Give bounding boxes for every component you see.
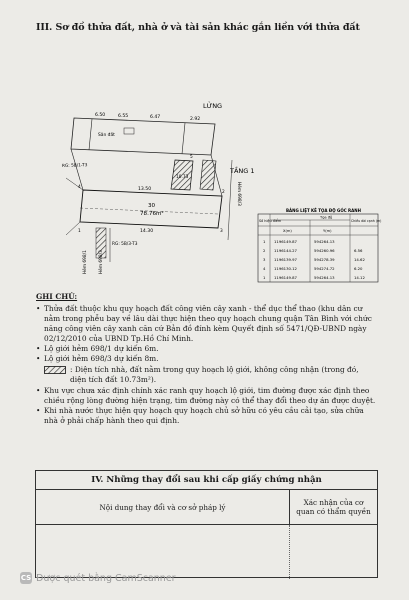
watermark-text: Được quét bằng CamScanner	[36, 572, 176, 584]
coords-cell-y: 594260.96	[314, 248, 335, 253]
notes-heading: GHI CHÚ:	[36, 292, 78, 301]
coords-cell-y: 594264.13	[314, 239, 335, 244]
coords-cell-point: 1	[263, 275, 266, 280]
note-item-1: • Thửa đất thuộc khu quy hoạch đất công viên cây xanh - thể dục thể thao (khu dân cư nằm trong phễu bay về lâu dài thực hiện theo quy hoạch chung quận Tân Bình với chức năng công viên cây xanh căn cứ Bản đồ đính kèm Quyết định số 5471/QĐ-UBND ngày 02/12/2010 của UBND Tp.Hồ Chí Minh.	[36, 304, 372, 343]
camscanner-icon: CS	[20, 574, 32, 582]
coords-cell-point: 3	[263, 257, 266, 262]
road-left-2: RG: 5B/3-T3	[112, 242, 138, 247]
upper-parcel-mark	[124, 128, 134, 134]
dim-top-3: 2.92	[190, 117, 201, 122]
coords-cell-x: 1196130.12	[274, 266, 297, 271]
coords-cell-y: 594274.72	[314, 266, 335, 271]
coords-cell-point: 4	[263, 266, 266, 271]
coords-header-point: Số hiệu điểm	[259, 219, 282, 223]
note-item-2: • Lộ giới hẻm 698/1 dự kiến 6m.	[36, 344, 159, 353]
coords-header-group: Tọa độ	[320, 215, 333, 220]
section4-table	[35, 470, 378, 578]
note-hatch-legend: : Diện tích nhà, đất nằm trong quy hoạch lộ giới, không công nhận (trong đó, diện tích đất 10.73m²).	[36, 365, 376, 385]
corner-num-5: 5	[190, 155, 193, 160]
dim-mid: 13.50	[138, 187, 152, 192]
side-label: Sân đất	[98, 133, 115, 138]
coords-cell-x: 1196149.87	[274, 239, 297, 244]
coords-table-title: BẢNG LIỆT KÊ TỌA ĐỘ GÓC RANH	[286, 208, 361, 213]
plan-connector-left	[71, 149, 83, 190]
corner-num-2: 2	[222, 190, 225, 195]
main-plot-no: 30	[148, 203, 156, 209]
notes-section	[36, 292, 376, 426]
coords-cell-point: 2	[263, 248, 266, 253]
label-tang1: TẦNG 1	[230, 167, 255, 175]
main-plot-area: 78.76m²	[140, 211, 164, 217]
section4-title: IV. Những thay đổi sau khi cấp giấy chứng nhận	[36, 471, 377, 490]
coords-header-x: X(m)	[283, 229, 292, 233]
corner-num-1: 1	[78, 229, 81, 234]
note-item-5: • Khi nhà nước thực hiện quy hoạch quy hoạch chủ sở hữu có yêu cầu cải tạo, sửa chữa nhà ở phải chấp hành theo qui định.	[36, 406, 364, 425]
hatch-legend-icon	[44, 366, 66, 374]
corner-num-4: 4	[78, 185, 81, 190]
camscanner-watermark	[20, 569, 176, 587]
dim-top-2: 6.47	[150, 115, 161, 120]
section4-col1: Nội dung thay đổi và cơ sở pháp lý	[36, 490, 290, 524]
coords-cell-len: 6.20	[354, 266, 363, 271]
hatch-label: 10.73	[176, 175, 189, 180]
dim-bottom: 14.30	[140, 229, 154, 234]
note-item-3: • Lộ giới hẻm 698/3 dự kiến 8m.	[36, 354, 159, 363]
coords-cell-x: 1196144.27	[274, 248, 297, 253]
coords-cell-y: 594278.39	[314, 257, 335, 262]
coords-cell-len: 6.56	[354, 248, 363, 253]
coords-header-y: Y(m)	[323, 229, 332, 233]
section3-title: III. Sơ đồ thửa đất, nhà ở và tài sản khác gắn liền với thửa đất	[36, 22, 360, 33]
coords-header-len: Chiều dài cạnh (m)	[351, 219, 382, 223]
upper-parcel-outline	[71, 118, 215, 155]
coords-cell-y: 594264.13	[314, 275, 335, 280]
road-bottom-2: Hẻm 698/3	[99, 250, 104, 274]
road-left: RG: 5B/1-T3	[61, 163, 88, 169]
coords-cell-x: 1196149.87	[274, 275, 297, 280]
section4-header	[36, 490, 377, 525]
road-right: Hẻm 698/3	[236, 182, 241, 206]
coords-cell-x: 1196139.97	[274, 257, 297, 262]
dim-top-1: 6.55	[118, 114, 129, 119]
section4-col2: Xác nhận của cơ quan có thẩm quyền	[296, 498, 371, 516]
note-item-4: • Khu vực chưa xác định chính xác ranh quy hoạch lộ giới, tim đường được xác định theo chiều rộng lòng đường hiện trạng, tim đường này có thể thay đổi theo dự án được duyệt.	[36, 386, 376, 405]
coords-cell-len: 14.12	[354, 275, 365, 280]
dim-top-0: 6.50	[95, 113, 106, 118]
corner-num-3: 3	[220, 229, 223, 234]
coords-cell-point: 1	[263, 239, 266, 244]
coords-cell-len: 14.62	[354, 257, 365, 262]
upper-parcel-divider-2	[182, 123, 185, 154]
label-lung: LỬNG	[203, 102, 223, 110]
road-bottom: Hẻm 698/1	[83, 250, 88, 274]
upper-parcel-divider	[89, 119, 92, 150]
